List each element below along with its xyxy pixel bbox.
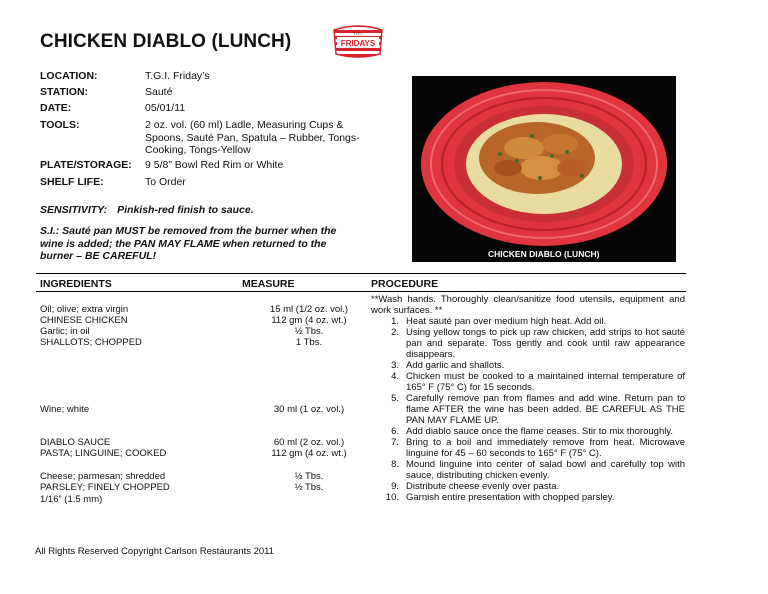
ingredient-measure: ½ Tbs. (294, 326, 324, 337)
plate-illustration (412, 76, 676, 262)
header-procedure: PROCEDURE (371, 278, 439, 290)
info-value-shelf-life: To Order (145, 176, 186, 188)
step-text: Chicken must be cooked to a maintained internal temperature of 165° F (75° C) for 15 seconds. (406, 371, 685, 393)
copyright-footer: All Rights Reserved Copyright Carlson Restaurants 2011 (35, 546, 275, 557)
procedure-step (371, 393, 685, 426)
logo-small-text: T.G.I. (353, 31, 363, 36)
sensitivity-label: SENSITIVITY: (40, 204, 108, 216)
procedure-step (371, 459, 685, 481)
procedure-list (371, 294, 685, 503)
ingredient-name: PARSLEY; FINELY CHOPPED (40, 482, 170, 493)
info-value-plate-storage: 9 5/8” Bowl Red Rim or White (145, 159, 284, 171)
procedure-step (371, 437, 685, 459)
info-label-station: STATION: (40, 86, 89, 98)
photo-caption: CHICKEN DIABLO (LUNCH) (488, 249, 600, 259)
ingredient-name: Cheese; parmesan; shredded (40, 471, 166, 482)
ingredient-measure: 15 ml (1/2 oz. vol.) (269, 304, 349, 315)
special-instructions: S.I.: Sauté pan MUST be removed from the burner when the wine is added; the PAN MAY FLAME when returned to the burner – BE CAREFUL! (40, 225, 337, 262)
step-text: Garnish entire presentation with chopped parsley. (406, 492, 615, 503)
step-text: Distribute cheese evenly over pasta. (406, 481, 560, 492)
step-number: 5. (391, 393, 399, 404)
info-value-location: T.G.I. Friday’s (145, 70, 210, 82)
sensitivity-value: Pinkish-red finish to sauce. (117, 204, 254, 216)
procedure-step (371, 360, 685, 371)
ingredient-name: 1/16” (1.5 mm) (40, 494, 103, 505)
info-label-date: DATE: (40, 102, 72, 114)
step-number: 2. (391, 327, 399, 338)
step-number: 7. (391, 437, 399, 448)
ingredient-measure: 30 ml (1 oz. vol.) (273, 404, 345, 415)
recipe-title: CHICKEN DIABLO (LUNCH) (40, 31, 292, 52)
step-number: 4. (391, 371, 399, 382)
ingredient-measure: ½ Tbs. (294, 482, 324, 493)
header-ingredients: INGREDIENTS (40, 278, 112, 290)
ingredient-name: SHALLOTS; CHOPPED (40, 337, 142, 348)
procedure-step (371, 492, 685, 503)
ingredient-name: Garlic; in oil (40, 326, 90, 337)
step-text: Mound linguine into center of salad bowl and carefully top with sauce, distributing chicken evenly. (406, 459, 685, 481)
table-header-rule (36, 291, 686, 292)
step-number: 8. (391, 459, 399, 470)
procedure-intro: **Wash hands. Thoroughly clean/sanitize food utensils, equipment and work surfaces. ** (371, 294, 685, 316)
ingredient-measure: 112 gm (4 oz. wt.) (271, 448, 347, 459)
step-text: Using yellow tongs to pick up raw chicken, add strips to hot sauté pan and separate. Toss gently and cook until raw appearance disappears. (406, 327, 685, 360)
sensitivity-note (40, 204, 254, 216)
info-label-plate-storage: PLATE/STORAGE: (40, 159, 132, 171)
tgi-fridays-logo (330, 24, 386, 58)
ingredient-measure: 112 gm (4 oz. wt.) (271, 315, 347, 326)
step-number: 1. (391, 316, 399, 327)
ingredient-name: DIABLO SAUCE (40, 437, 111, 448)
ingredient-name: Wine; white (40, 404, 90, 415)
info-label-shelf-life: SHELF LIFE: (40, 176, 104, 188)
step-number: 9. (391, 481, 399, 492)
info-label-tools: TOOLS: (40, 119, 80, 131)
table-top-rule (36, 273, 686, 274)
header-measure: MEASURE (242, 278, 295, 290)
ingredient-name: Oil; olive; extra virgin (40, 304, 129, 315)
step-text: Add diablo sauce once the flame ceases. Stir to mix thoroughly. (406, 426, 674, 437)
step-text: Bring to a boil and immediately remove from heat. Microwave linguine for 45 – 60 seconds to 165° F (75° C). (406, 437, 685, 459)
info-label-location: LOCATION: (40, 70, 98, 82)
info-value-station: Sauté (145, 86, 173, 98)
ingredient-measure: ½ Tbs. (294, 471, 324, 482)
procedure-step (371, 481, 685, 492)
procedure-step (371, 371, 685, 393)
logo-text: FRIDAYS (340, 39, 376, 48)
ingredient-name: PASTA; LINGUINE; COOKED (40, 448, 167, 459)
step-number: 6. (391, 426, 399, 437)
info-value-tools: 2 oz. vol. (60 ml) Ladle, Measuring Cups & Spoons, Sauté Pan, Spatula – Rubber, Tongs-Cooking, Tongs-Yellow (145, 119, 360, 156)
procedure-step (371, 316, 685, 327)
ingredient-name: CHINESE CHICKEN (40, 315, 128, 326)
step-text: Add garlic and shallots. (406, 360, 505, 371)
step-text: Carefully remove pan from flames and add wine. Return pan to flame AFTER the wine has been added. BE CAREFUL AS THE PAN MAY FLAME UP. (406, 393, 685, 426)
dish-photo (412, 76, 676, 262)
procedure-step (371, 327, 685, 360)
ingredient-measure: 1 Tbs. (295, 337, 323, 348)
step-text: Heat sauté pan over medium high heat. Add oil. (406, 316, 607, 327)
info-value-date: 05/01/11 (145, 102, 186, 114)
procedure-step (371, 426, 685, 437)
ingredient-measure: 60 ml (2 oz. vol.) (273, 437, 345, 448)
step-number: 10. (385, 492, 399, 503)
step-number: 3. (391, 360, 399, 371)
